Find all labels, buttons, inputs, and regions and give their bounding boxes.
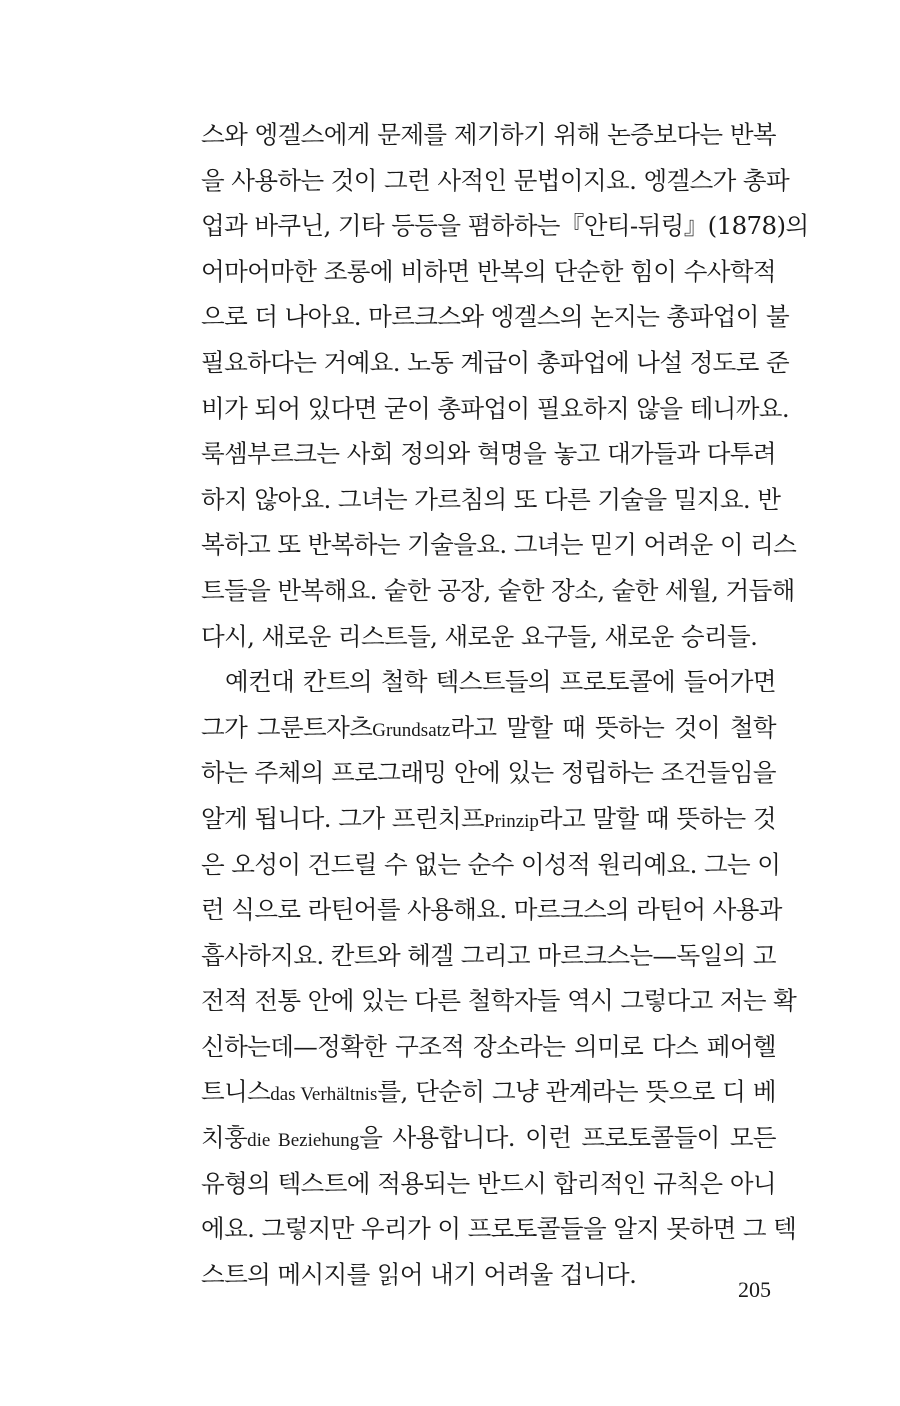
text-segment: 을 사용합니다. 이런 프로토콜들이 모든 <box>359 1123 776 1153</box>
text-line: 런 식으로 라틴어를 사용해요. 마르크스의 라틴어 사용과 <box>201 895 782 925</box>
text-line: 비가 되어 있다면 굳이 총파업이 필요하지 않을 테니까요. <box>201 393 790 423</box>
text-line: 하지 않아요. 그녀는 가르침의 또 다른 기술을 밀지요. 반 <box>201 484 781 514</box>
text-line: 으로 더 나아요. 마르크스와 엥겔스의 논지는 총파업이 불 <box>201 302 790 332</box>
text-line: 어마어마한 조롱에 비하면 반복의 단순한 힘이 수사학적 <box>201 256 776 286</box>
text-line: 에요. 그렇지만 우리가 이 프로토콜들을 알지 못하면 그 텍 <box>201 1214 797 1244</box>
text-line: 룩셈부르크는 사회 정의와 혁명을 놓고 대가들과 다투려 <box>201 439 776 469</box>
text-line: 예컨대 칸트의 철학 텍스트들의 프로토콜에 들어가면 <box>225 667 776 697</box>
text-line: 스와 엥겔스에게 문제를 제기하기 위해 논증보다는 반복 <box>201 120 776 149</box>
latin-term: Grundsatz <box>372 719 451 741</box>
text-segment: 라고 말할 때 뜻하는 것이 철학 <box>450 712 777 742</box>
text-line: 신하는데—정확한 구조적 장소라는 의미로 다스 페어헬 <box>201 1031 776 1061</box>
text-line: 업과 바쿠닌, 기타 등등을 폄하하는『안티-뒤링』(1878)의 <box>201 211 809 241</box>
text-line <box>201 1069 776 1115</box>
text-line: 유형의 텍스트에 적용되는 반드시 합리적인 규칙은 아니 <box>201 1168 776 1198</box>
text-line: 흡사하지요. 칸트와 헤겔 그리고 마르크스는—독일의 고 <box>201 940 776 970</box>
text-segment: 그가 그룬트자츠 <box>201 712 373 742</box>
text-line: 필요하다는 거예요. 노동 계급이 총파업에 나설 정도로 준 <box>201 347 790 377</box>
text-line: 하는 주체의 프로그래밍 안에 있는 정립하는 조건들임을 <box>201 758 776 788</box>
text-segment: 트니스 <box>201 1077 271 1107</box>
text-segment: 치훙 <box>201 1123 248 1153</box>
latin-term: das Verhältnis <box>270 1084 378 1106</box>
latin-term: die Beziehung <box>247 1130 360 1152</box>
text-line: 복하고 또 반복하는 기술을요. 그녀는 믿기 어려운 이 리스 <box>201 530 797 560</box>
text-line <box>201 705 776 751</box>
text-line: 다시, 새로운 리스트들, 새로운 요구들, 새로운 승리들. <box>201 621 758 651</box>
text-line <box>201 796 776 842</box>
text-line <box>201 1115 776 1161</box>
page-number: 205 <box>738 1277 771 1302</box>
text-line: 을 사용하는 것이 그런 사적인 문법이지요. 엥겔스가 총파 <box>201 165 790 195</box>
text-segment: 라고 말할 때 뜻하는 것 <box>538 803 776 833</box>
text-line: 트들을 반복해요. 숱한 공장, 숱한 장소, 숱한 세월, 거듭해 <box>201 575 795 605</box>
text-segment: 알게 됩니다. 그가 프린치프 <box>201 803 485 833</box>
text-line: 스트의 메시지를 읽어 내기 어려울 겁니다. <box>201 1259 637 1289</box>
latin-term: Prinzip <box>484 810 539 832</box>
text-line: 전적 전통 안에 있는 다른 철학자들 역시 그렇다고 저는 확 <box>201 986 797 1016</box>
text-line: 은 오성이 건드릴 수 없는 순수 이성적 원리예요. 그는 이 <box>201 849 781 879</box>
text-segment: 를, 단순히 그냥 관계라는 뜻으로 디 베 <box>377 1077 776 1107</box>
body-text <box>201 112 809 1297</box>
